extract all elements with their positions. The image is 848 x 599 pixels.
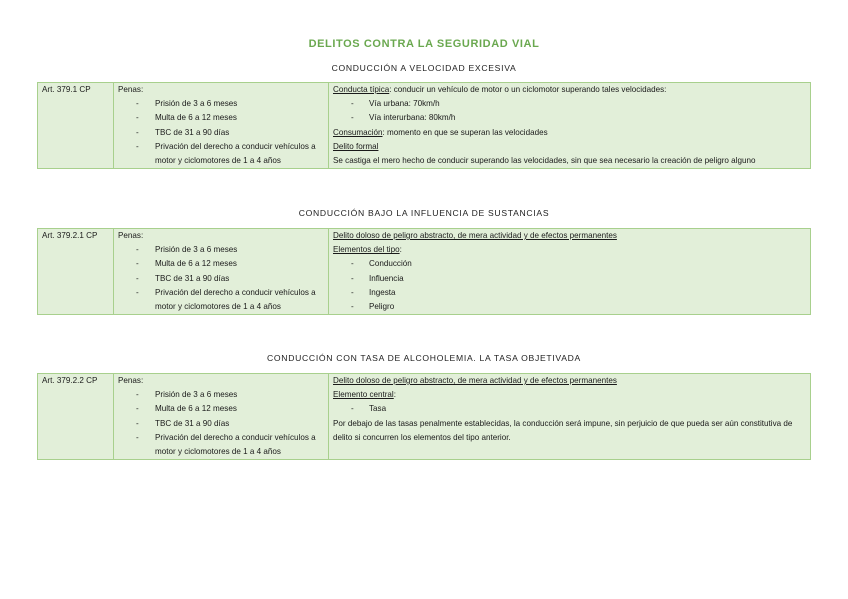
nota-text: Por debajo de las tasas penalmente establecidas, la conducción será impune, sin perjuicio de que pueda ser aún constitutiva de delito si concurren los elementos del tipo anterior. [333, 418, 793, 442]
section-heading-sustancias: CONDUCCIÓN BAJO LA INFLUENCIA DE SUSTANCIAS [298, 208, 550, 218]
conducta-text: : conducir un vehículo de motor o un ciclomotor superando tales velocidades: [389, 85, 667, 94]
penas-list [118, 97, 324, 168]
list-item: - TBC de 31 a 90 días [118, 126, 324, 140]
table-alcoholemia [37, 373, 811, 460]
penas-label: Penas: [118, 231, 144, 240]
delito-formal-text: Se castiga el mero hecho de conducir superando las velocidades, sin que sea necesario la creación de peligro alguno [333, 156, 756, 166]
description-cell [329, 374, 811, 460]
elementos-suffix: : [399, 245, 402, 255]
section-heading-alcoholemia: CONDUCCIÓN CON TASA DE ALCOHOLEMIA. LA TASA OBJETIVADA [267, 353, 581, 363]
section-heading-velocidad: CONDUCCIÓN A VELOCIDAD EXCESIVA [331, 63, 517, 73]
document-title: DELITOS CONTRA LA SEGURIDAD VIAL [308, 38, 540, 50]
penas-label: Penas: [118, 85, 144, 94]
list-item: - Ingesta [333, 286, 806, 300]
list-item: - TBC de 31 a 90 días [118, 417, 324, 431]
list-item: - Prisión de 3 a 6 meses [118, 388, 324, 402]
consumacion [333, 126, 806, 140]
description-cell [329, 229, 811, 315]
list-item: - TBC de 31 a 90 días [118, 272, 324, 286]
article-cell: Art. 379.2.1 CP [38, 229, 114, 315]
article-cell: Art. 379.1 CP [38, 83, 114, 169]
consumacion-text: : momento en que se superan las velocidades [382, 127, 548, 137]
list-item: - Multa de 6 a 12 meses [118, 111, 324, 125]
elemento-central-label: Elemento central [333, 390, 394, 400]
list-item: - Prisión de 3 a 6 meses [118, 243, 324, 257]
table-row [38, 229, 811, 315]
elemento-central-suffix: : [393, 390, 396, 400]
penas-cell [114, 374, 329, 460]
elementos-label: Elementos del tipo [333, 245, 400, 255]
table-velocidad-excesiva [37, 82, 811, 169]
list-item: - Vía urbana: 70km/h [333, 97, 806, 111]
list-item: - Multa de 6 a 12 meses [118, 257, 324, 271]
penas-cell [114, 229, 329, 315]
penas-list [118, 243, 324, 314]
delito-label: Delito doloso de peligro abstracto, de mera actividad y de efectos permanentes [333, 231, 617, 240]
list-item: - Conducción [333, 257, 806, 271]
article-cell: Art. 379.2.2 CP [38, 374, 114, 460]
list-item: - Privación del derecho a conducir vehículos a motor y ciclomotores de 1 a 4 años [118, 431, 324, 459]
elementos-list [333, 257, 806, 314]
delito-label: Delito doloso de peligro abstracto, de mera actividad y de efectos permanentes [333, 376, 617, 385]
penas-label: Penas: [118, 376, 144, 385]
list-item: - Privación del derecho a conducir vehículos a motor y ciclomotores de 1 a 4 años [118, 140, 324, 168]
elementos-heading [333, 243, 806, 257]
elemento-central-heading [333, 388, 806, 402]
list-item: - Privación del derecho a conducir vehículos a motor y ciclomotores de 1 a 4 años [118, 286, 324, 314]
list-item: - Influencia [333, 272, 806, 286]
list-item: - Vía interurbana: 80km/h [333, 111, 806, 125]
velocidades-list [333, 97, 806, 125]
consumacion-label: Consumación [333, 127, 383, 137]
elemento-central-list [333, 402, 806, 416]
table-row [38, 83, 811, 169]
conducta-label: Conducta típica [333, 85, 390, 94]
delito-formal-label: Delito formal [333, 141, 379, 151]
table-sustancias [37, 228, 811, 315]
list-item: - Prisión de 3 a 6 meses [118, 97, 324, 111]
conducta-tipica [333, 83, 806, 97]
list-item: - Peligro [333, 300, 806, 314]
penas-list [118, 388, 324, 459]
list-item: - Tasa [333, 402, 806, 416]
description-cell [329, 83, 811, 169]
table-row [38, 374, 811, 460]
list-item: - Multa de 6 a 12 meses [118, 402, 324, 416]
penas-cell [114, 83, 329, 169]
